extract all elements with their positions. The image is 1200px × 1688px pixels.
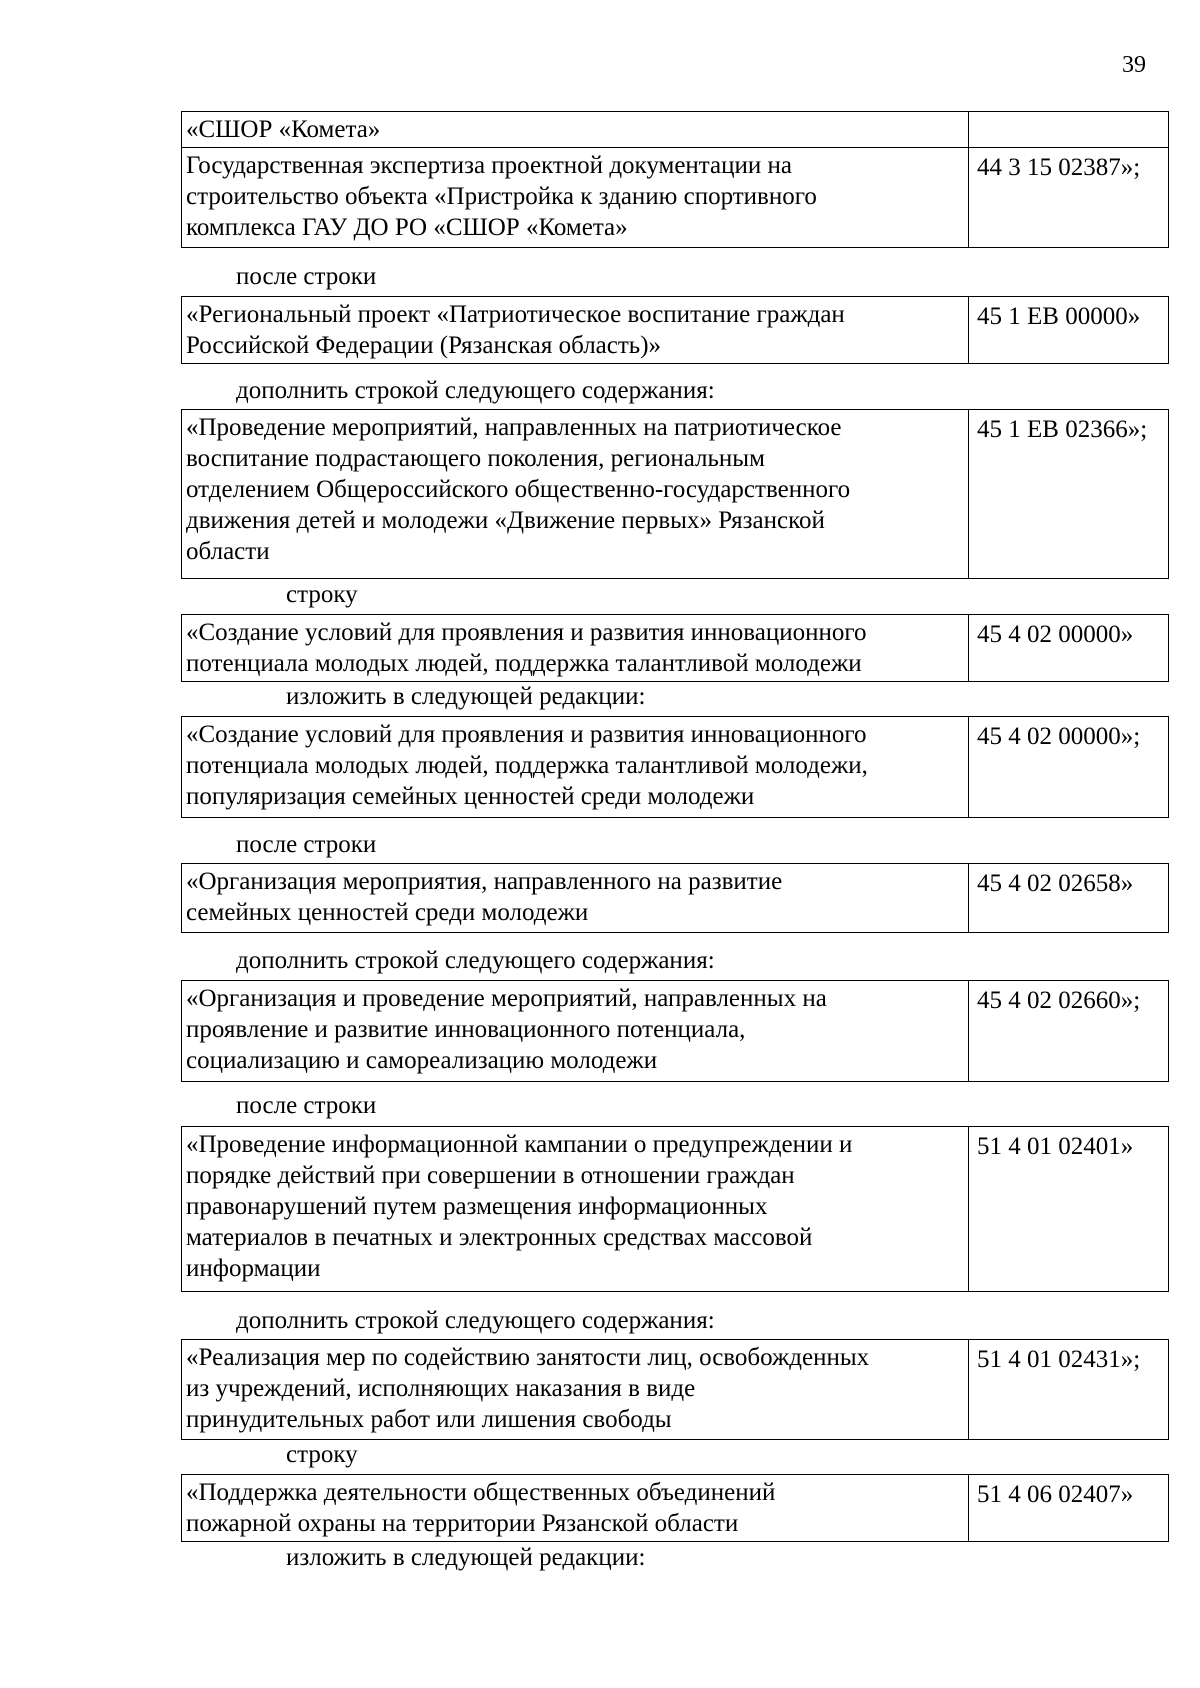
instruction: дополнить строкой следующего содержания:	[236, 377, 715, 404]
instruction: дополнить строкой следующего содержания:	[236, 1307, 715, 1334]
row-code: 51 4 01 02431»;	[968, 1340, 1168, 1439]
instruction: после строки	[236, 1092, 377, 1119]
table-row-header	[181, 111, 1169, 149]
table-row	[181, 614, 1169, 682]
instruction: строку	[286, 1441, 358, 1468]
instruction: после строки	[236, 831, 377, 858]
instruction: изложить в следующей редакции:	[286, 1544, 646, 1571]
row-code: 45 4 02 00000»	[968, 615, 1168, 681]
row-code: 44 3 15 02387»;	[968, 148, 1168, 247]
row-code	[968, 112, 1168, 149]
row-name: «Поддержка деятельности общественных объединений пожарной охраны на территории Рязанской области	[186, 1479, 776, 1537]
instruction: после строки	[236, 263, 377, 290]
table-row	[181, 1339, 1169, 1440]
row-code: 45 1 ЕВ 02366»;	[968, 410, 1168, 578]
row-name: «Проведение мероприятий, направленных на патриотическое воспитание подрастающего поколения, региональным отделением Общероссийского общественно-государственного движения детей и молодежи «Движение первых» Рязанской области	[186, 414, 851, 565]
row-code: 45 1 ЕВ 00000»	[968, 297, 1168, 363]
row-name: Государственная экспертиза проектной документации на строительство объекта «Пристройка к зданию спортивного комплекса ГАУ ДО РО «СШОР «Комета»	[186, 152, 817, 241]
row-code: 45 4 02 00000»;	[968, 717, 1168, 817]
row-code: 51 4 01 02401»	[968, 1127, 1168, 1291]
instruction: строку	[286, 581, 358, 608]
instruction: дополнить строкой следующего содержания:	[236, 947, 715, 974]
instruction: изложить в следующей редакции:	[286, 683, 646, 710]
table-row	[181, 863, 1169, 933]
row-code: 51 4 06 02407»	[968, 1475, 1168, 1541]
page-number: 39	[1122, 52, 1146, 78]
table-row	[181, 296, 1169, 364]
row-code: 45 4 02 02658»	[968, 864, 1168, 932]
table-row	[181, 147, 1169, 248]
row-name: «Проведение информационной кампании о предупреждении и порядке действий при совершении в отношении граждан правонарушений путем размещения информационных материалов в печатных и электронных средствах массовой информации	[186, 1131, 853, 1282]
row-code: 45 4 02 02660»;	[968, 981, 1168, 1081]
row-name: «Региональный проект «Патриотическое воспитание граждан Российской Федерации (Рязанская область)»	[186, 301, 845, 359]
row-name: «Создание условий для проявления и развития инновационного потенциала молодых людей, поддержка талантливой молодежи	[186, 619, 867, 677]
row-name: «Организация и проведение мероприятий, направленных на проявление и развитие инновационного потенциала, социализацию и самореализацию молодежи	[186, 985, 827, 1074]
table-row	[181, 716, 1169, 818]
row-name: «Создание условий для проявления и развития инновационного потенциала молодых людей, поддержка талантливой молодежи, популяризация семейных ценностей среди молодежи	[186, 721, 868, 810]
table-row	[181, 409, 1169, 579]
row-name: «Организация мероприятия, направленного на развитие семейных ценностей среди молодежи	[186, 868, 783, 926]
row-name: «Реализация мер по содействию занятости лиц, освобожденных из учреждений, исполняющих наказания в виде принудительных работ или лишения свободы	[186, 1344, 870, 1433]
table-row	[181, 1126, 1169, 1292]
row-name: «СШОР «Комета»	[186, 116, 381, 143]
table-row	[181, 980, 1169, 1082]
table-row	[181, 1474, 1169, 1542]
